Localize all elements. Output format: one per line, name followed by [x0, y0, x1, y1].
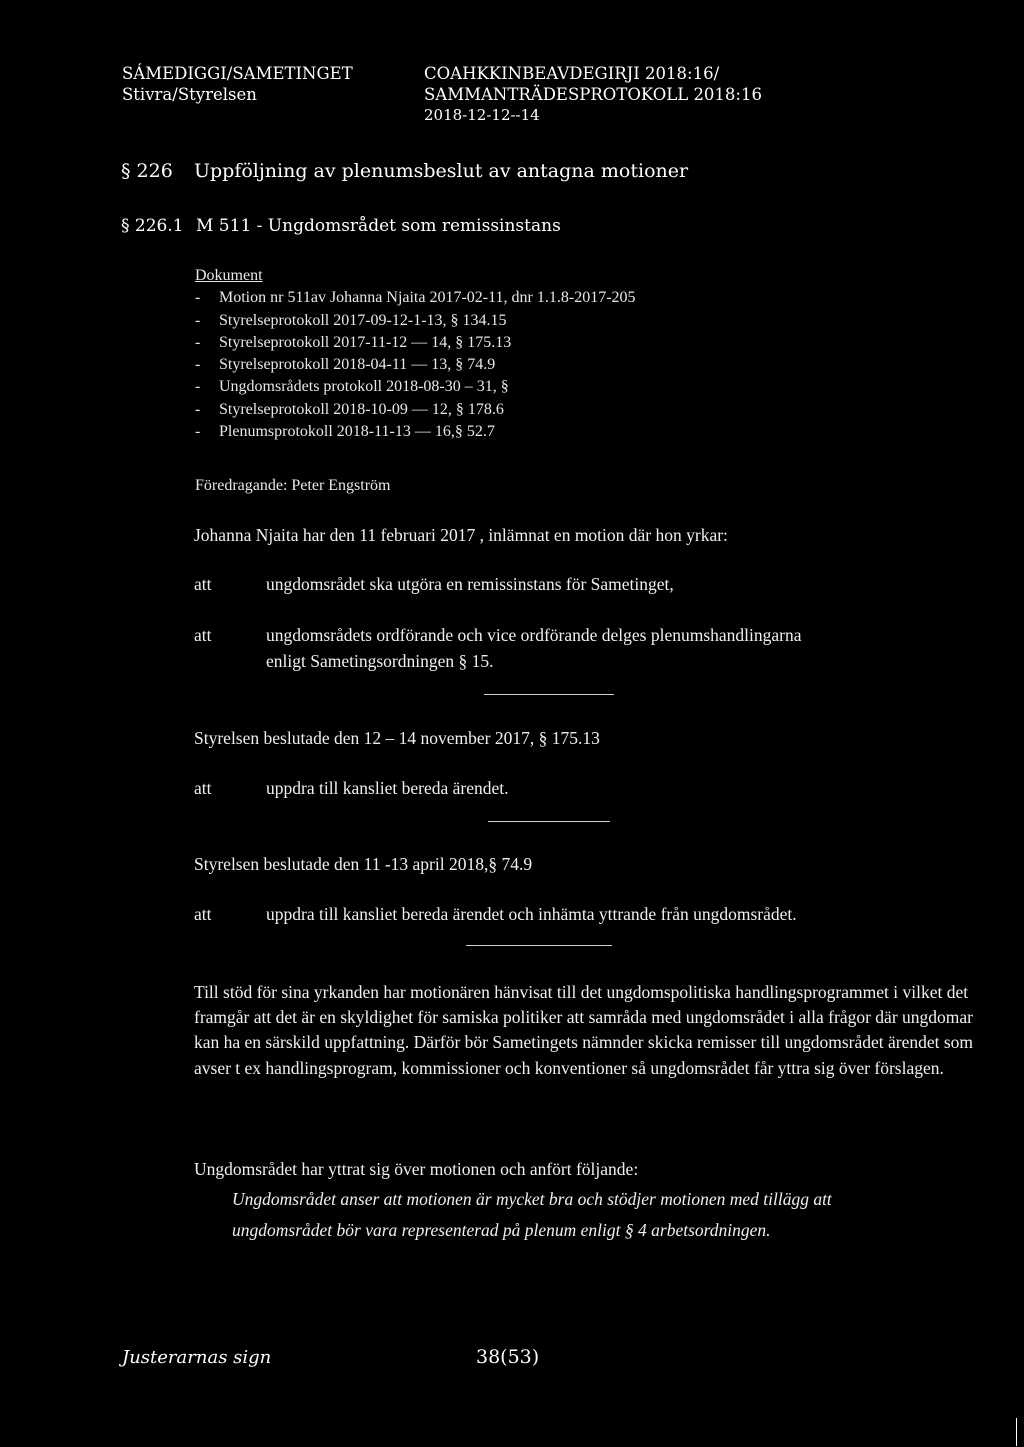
- footer-sign: Justerarnas sign: [122, 1347, 272, 1368]
- att-label: att: [194, 778, 212, 798]
- section-number: § 226: [121, 160, 173, 182]
- header-protocol-line2: SAMMANTRÄDESPROTOKOLL 2018:16: [424, 85, 762, 104]
- divider: [484, 694, 614, 695]
- document-list-item: - Motion nr 511av Johanna Njaita 2017-02-11, dnr 1.1.8-2017-205: [195, 289, 636, 307]
- presenter: Föredragande: Peter Engström: [195, 477, 391, 494]
- document-list-item: - Plenumsprotokoll 2018-11-13 — 16,§ 52.7: [195, 423, 495, 441]
- header-org-line1: SÁMEDIGGI/SAMETINGET: [122, 64, 353, 83]
- document-list: [195, 265, 636, 443]
- page-number: 38(53): [476, 1346, 540, 1368]
- att-label: att: [194, 625, 212, 645]
- header-protocol-block: [424, 63, 762, 126]
- divider: [466, 945, 612, 946]
- scan-edge-mark: [1016, 1418, 1017, 1446]
- demand-2-line1: ungdomsrådets ordförande och vice ordförande delges plenumshandlingarna: [266, 625, 802, 645]
- subsection-title: M 511 - Ungdomsrådet som remissinstans: [196, 216, 561, 236]
- section-title: Uppföljning av plenumsbeslut av antagna motioner: [194, 160, 689, 182]
- att-label: att: [194, 574, 212, 594]
- decision-1-heading: Styrelsen beslutade den 12 – 14 november 2017, § 175.13: [194, 728, 600, 748]
- att-label: att: [194, 904, 212, 924]
- youth-council-quote-line1: Ungdomsrådet anser att motionen är mycket bra och stödjer motionen med tillägg att: [232, 1189, 832, 1209]
- demand-2-line2: enligt Sametingsordningen § 15.: [266, 651, 494, 671]
- motion-intro: Johanna Njaita har den 11 februari 2017 , inlämnat en motion där hon yrkar:: [194, 525, 728, 545]
- document-list-item: - Styrelseprotokoll 2017-09-12-1-13, § 134.15: [195, 311, 507, 329]
- document-list-heading: Dokument: [195, 267, 263, 284]
- document-list-item: - Styrelseprotokoll 2018-04-11 — 13, § 74.9: [195, 356, 496, 374]
- document-list-item: - Styrelseprotokoll 2018-10-09 — 12, § 178.6: [195, 400, 504, 418]
- rationale-paragraph: Till stöd för sina yrkanden har motionären hänvisat till det ungdomspolitiska handlingsprogrammet i vilket det framgår att det är en skyldighet för samiska politiker att samråda med ungdomsrådet i alla frågor där ungdomar kan ha en särskild uppfattning. Därför bör Sametingets nämnder skicka remisser till ungdomsrådet ärendet som avser t ex handlingsprogram, kommissioner och konventioner så ungdomsrådet får yttra sig över förslagen.: [194, 982, 974, 1078]
- subsection-number: § 226.1: [121, 216, 184, 236]
- document-list-item: - Ungdomsrådets protokoll 2018-08-30 – 31, §: [195, 378, 509, 396]
- document-list-item: - Styrelseprotokoll 2017-11-12 — 14, § 175.13: [195, 333, 512, 351]
- demand-1: ungdomsrådet ska utgöra en remissinstans för Sametinget,: [266, 574, 674, 594]
- header-protocol-line1: COAHKKINBEAVDEGIRJI 2018:16/: [424, 64, 720, 83]
- decision-2-text: uppdra till kansliet bereda ärendet och inhämta yttrande från ungdomsrådet.: [266, 904, 797, 924]
- divider: [488, 821, 610, 822]
- youth-council-quote: [232, 1184, 832, 1246]
- youth-council-quote-line2: ungdomsrådet bör vara representerad på plenum enligt § 4 arbetsordningen.: [232, 1220, 771, 1240]
- decision-1-text: uppdra till kansliet bereda ärendet.: [266, 778, 509, 798]
- header-org-block: [122, 63, 353, 105]
- header-date: 2018-12-12--14: [424, 106, 540, 124]
- youth-council-intro: Ungdomsrådet har yttrat sig över motionen och anfört följande:: [194, 1159, 639, 1179]
- decision-2-heading: Styrelsen beslutade den 11 -13 april 2018,§ 74.9: [194, 854, 533, 874]
- header-org-line2: Stivra/Styrelsen: [122, 85, 257, 104]
